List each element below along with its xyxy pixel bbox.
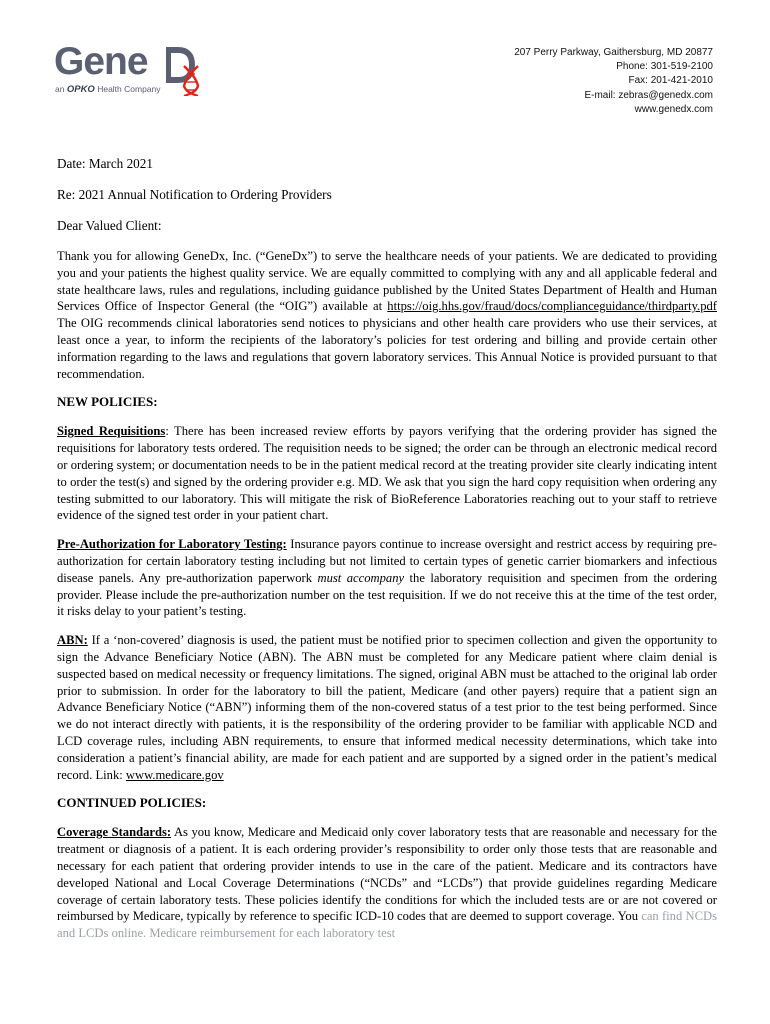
logo-wordmark-gene: Gene — [54, 40, 148, 83]
medicare-link[interactable]: www.medicare.gov — [125, 767, 224, 782]
logo-tagline-brand: OPKO — [66, 84, 95, 95]
preauthorization-heading: Pre-Authorization for Laboratory Testing: — [57, 537, 287, 552]
intro-text-1: Thank you for allowing GeneDx, Inc. (“GeneDx”) to serve the healthcare needs of your patients. We are dedicated to providing you and your patients the highest quality service. We are equally committed to complying with any and all applicable federal and state healthcare laws, rules and regulations, including guidance published by the United States Department of Health and Human Services Office of Inspector General (the “OIG”) available at — [57, 249, 717, 314]
coverage-standards-text: As you know, Medicare and Medicaid only cover laboratory tests that are reasonable and necessary for the treatment or diagnosis of a patient. It is each ordering provider’s responsibility to order only those tests that are reasonable and necessary for each patient that ordering provider intends to use in the care of the patient. Medicare and its contractors have developed National and Local Coverage Determinations (“NCDs” and “LCDs”) that provide guidelines regarding Medicare coverage of certain laboratory tests. These policies identify the conditions for which the included tests are or are not covered or reimbursed by Medicare, typically by reference to specific ICD-10 codes that are deemed to support coverage. You — [57, 825, 717, 924]
letterhead-address — [514, 46, 713, 117]
address-email: E-mail: zebras@genedx.com — [584, 89, 713, 101]
signed-requisitions-text: : There has been increased review efforts by payors verifying that the ordering provider has signed the requisitions for laboratory tests ordered. The requisition needs to be signed; the order can be through an electronic medical record or ordering system; or documentation needs to be in the patient medical record at the treating provider site clearly indicating intent to order the test(s) and signed by the ordering provider e.g. MD. We ask that you sign the hard copy requisition when ordering any testing submitted to our laboratory. This will mitigate the risk of BioReference Laboratories reaching out to your staff to retrieve evidence of the signed test order in your patient chart. — [57, 424, 717, 523]
oig-guidance-link[interactable]: https://oig.hhs.gov/fraud/docs/complianceguidance/thirdparty.pdf — [387, 299, 717, 314]
preauthorization-text-1: Insurance payors continue to increase oversight and restrict access by requiring pre-authorization for certain laboratory testing including but not limited to certain types of genetic carrier biomarkers and infectious disease panels. Any pre-authorization paperwork — [57, 537, 717, 585]
logo-dx-helix-icon — [166, 44, 200, 96]
intro-text-2: The OIG recommends clinical laboratories send notices to physicians and other health care providers who use their services, at least once a year, to inform the recipients of the laboratory’s policies for test ordering and billing and provide certain other information regarding to the laws and regulations that govern laboratory services. This Annual Notice is provided pursuant to that recommendation. — [57, 316, 717, 381]
address-street: 207 Perry Parkway, Gaithersburg, MD 20877 — [514, 47, 713, 58]
abn-text: If a ‘non-covered’ diagnosis is used, the patient must be notified prior to specimen collection and given the opportunity to sign the Advance Beneficiary Notice (ABN). The ABN must be completed for any Medicare patient where claim denial is suspected based on medical necessity or frequency limitations. The signed, original ABN must be attached to the original lab order prior to submission. In order for the laboratory to bill the patient, Medicare (and other payers) require that a patient sign an Advance Beneficiary Notice (“ABN”) informing them of the non-covered status of a test prior to the test being performed. Since we do not interact directly with patients, it is the responsibility of the ordering provider to be familiar with applicable NCD and LCD coverage rules, including ABN requirements, to ensure that informed medical necessity determinations, which take into consideration a patient’s financial ability, are made for each patient and are supported by a signed order in the patient’s medical record. Link: — [57, 633, 717, 782]
signed-requisitions-paragraph — [57, 423, 717, 524]
signed-requisitions-heading: Signed Requisitions — [57, 424, 166, 439]
address-phone: Phone: 301-519-2100 — [616, 61, 713, 73]
preauthorization-paragraph — [57, 536, 717, 620]
coverage-standards-heading: Coverage Standards: — [57, 825, 172, 840]
continued-policies-heading: CONTINUED POLICIES: — [57, 795, 207, 811]
new-policies-heading: NEW POLICIES: — [57, 394, 158, 410]
intro-paragraph — [57, 248, 717, 382]
letter-date: Date: March 2021 — [57, 156, 153, 171]
abn-paragraph — [57, 632, 717, 783]
address-fax: Fax: 201-421-2010 — [628, 75, 713, 87]
logo-tagline-post: Health Company — [97, 84, 161, 94]
genedx-logo — [54, 42, 204, 98]
coverage-standards-faded-text: can find NCDs and LCDs online. Medicare reimbursement for each laboratory test — [57, 909, 717, 941]
preauthorization-text-2: the laboratory requisition and specimen from the ordering provider. Please include the pre-authorization number on the test requisition. If we do not receive this at the time of the test order, it risks delay to your patient’s testing. — [57, 570, 717, 619]
coverage-standards-paragraph — [57, 824, 717, 942]
logo-tagline — [55, 84, 161, 95]
letter-salutation: Dear Valued Client: — [57, 218, 162, 233]
abn-heading: ABN: — [57, 633, 88, 648]
preauthorization-emphasis: must accompany — [317, 570, 405, 585]
letter-body — [57, 155, 717, 954]
logo-tagline-pre: an — [55, 84, 65, 94]
letter-subject: Re: 2021 Annual Notification to Ordering Providers — [57, 187, 332, 202]
address-web: www.genedx.com — [634, 103, 713, 115]
